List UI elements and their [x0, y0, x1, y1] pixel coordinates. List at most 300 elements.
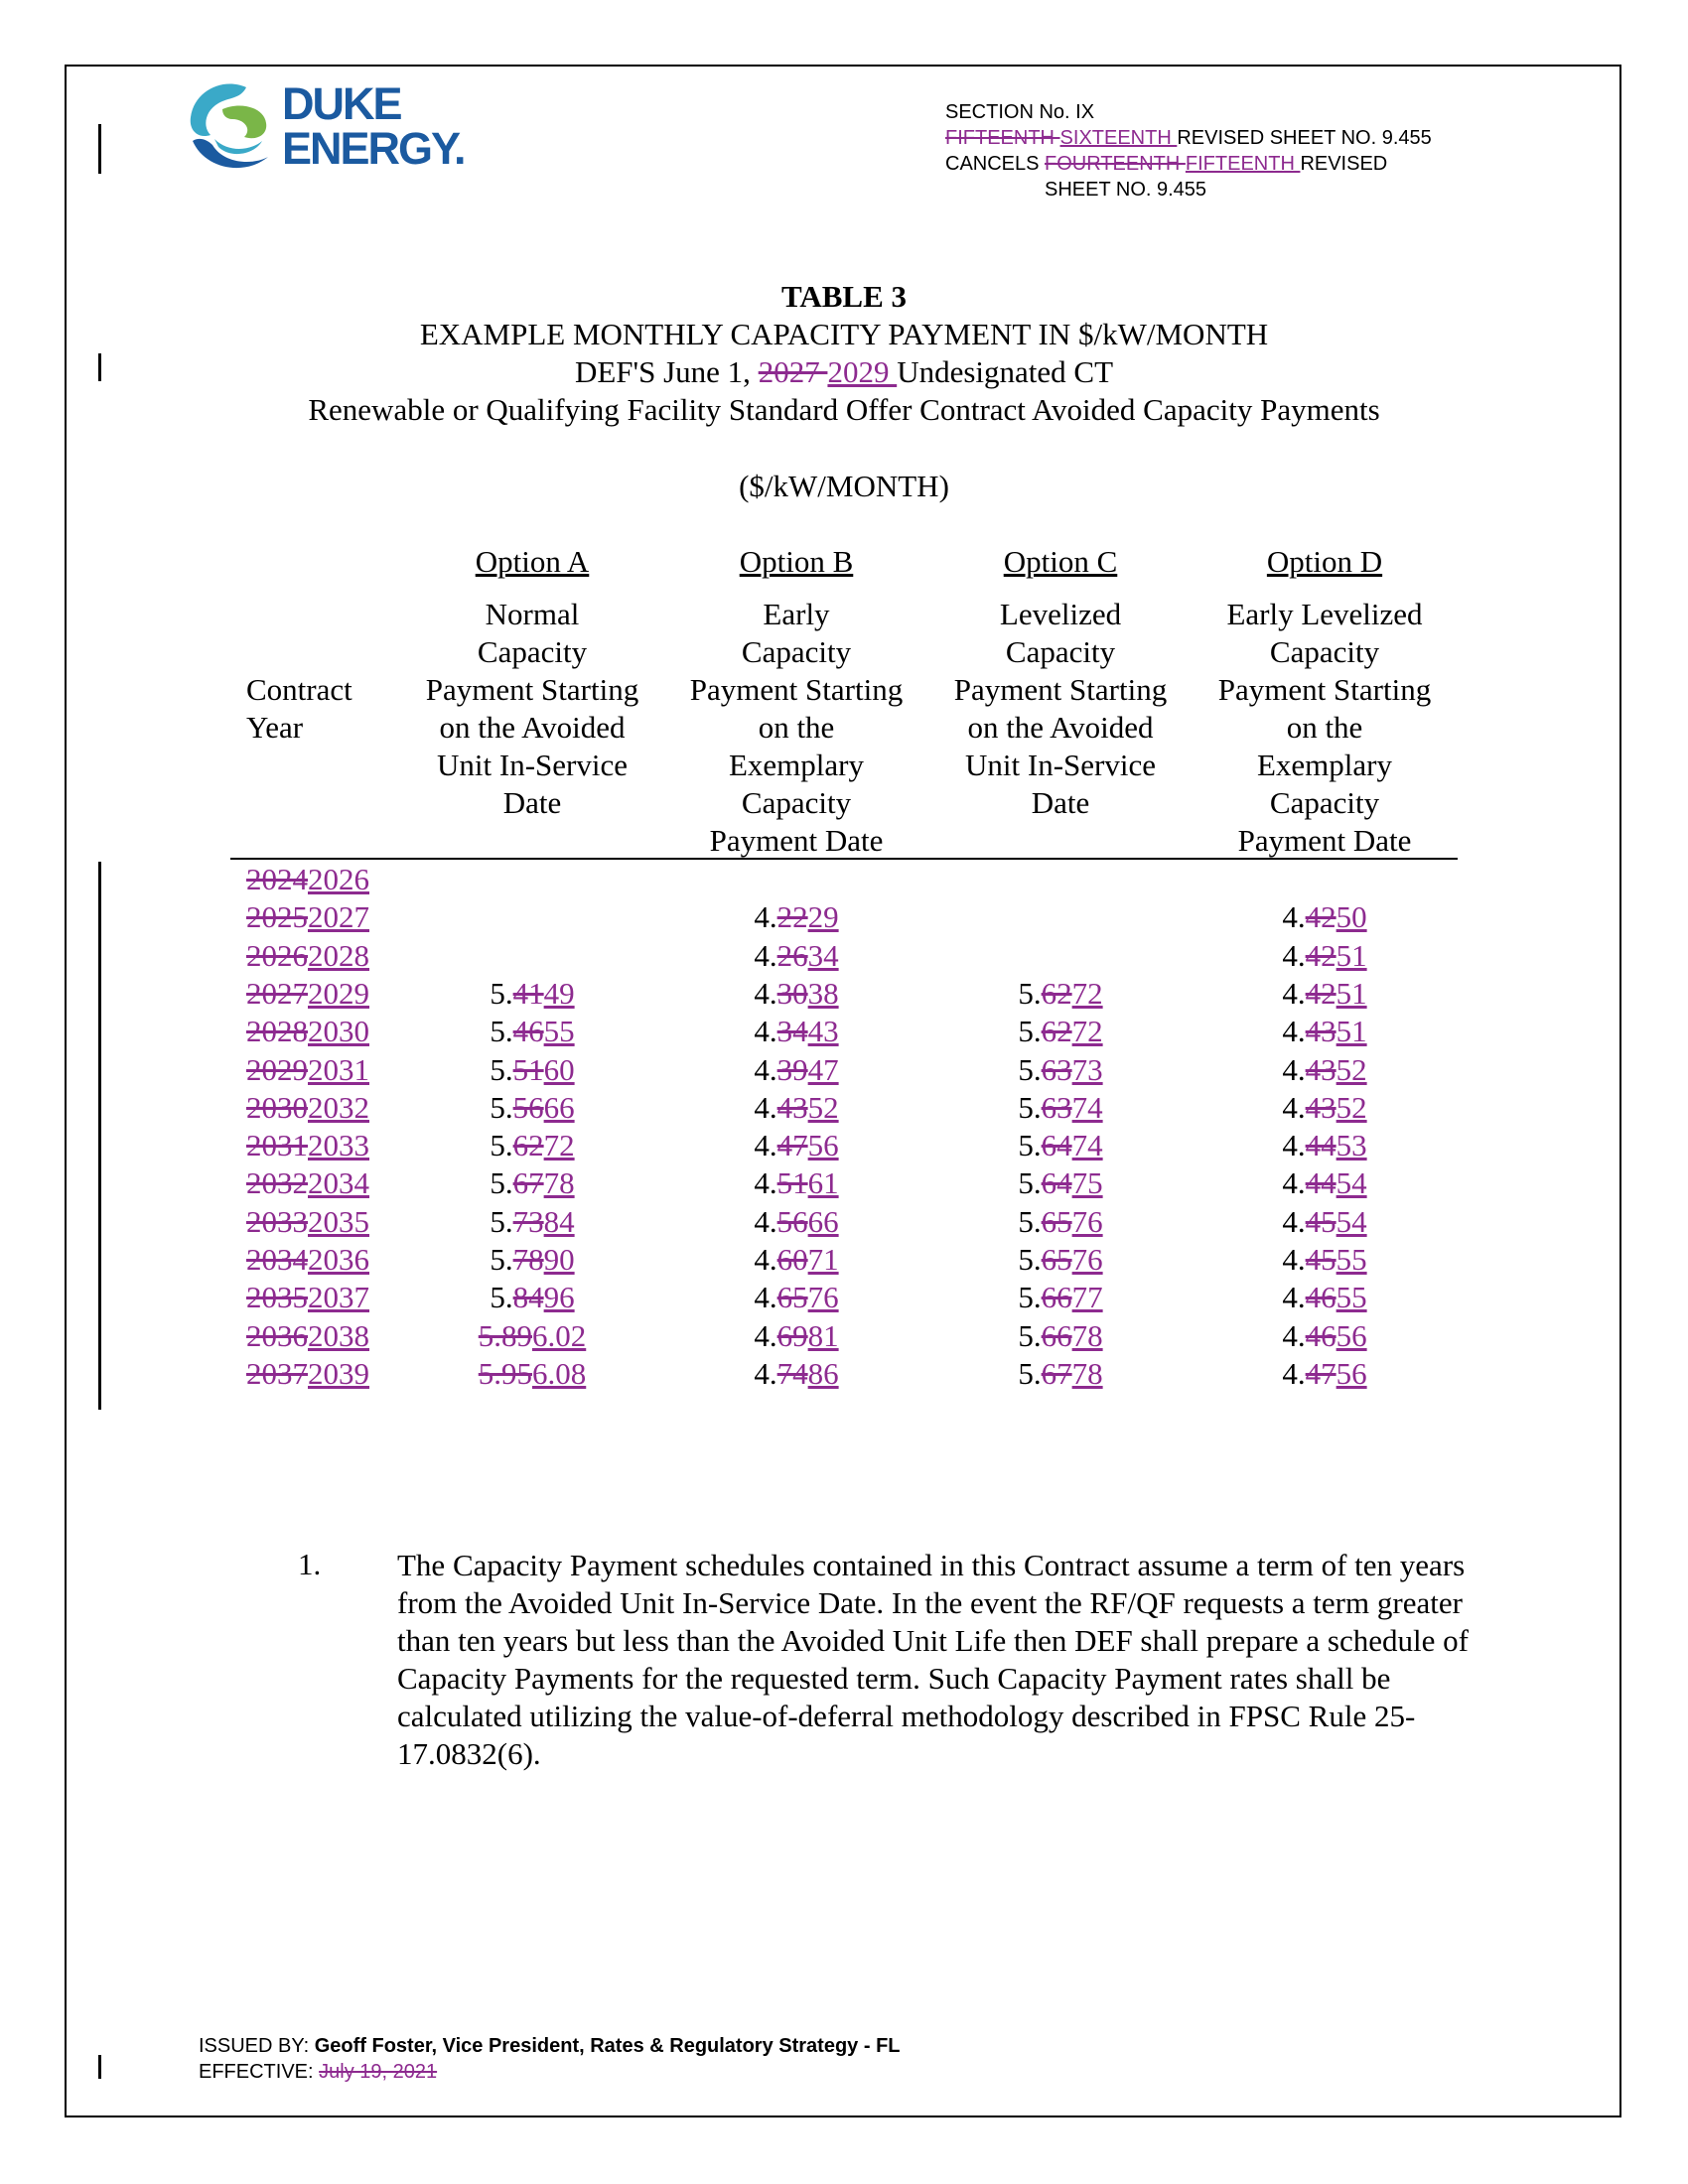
- option-a-value-cell: [403, 1204, 661, 1240]
- value-prefix: 4.: [754, 937, 777, 973]
- duke-energy-logo: [185, 79, 502, 179]
- value-prefix: 4.: [1282, 1165, 1306, 1201]
- table-header-rule: [230, 858, 1458, 860]
- inserted-text: 84: [543, 1203, 575, 1239]
- inserted-text: 60: [543, 1051, 575, 1087]
- deleted-text: 63: [1041, 1089, 1072, 1125]
- option-d-value-cell: [1196, 899, 1454, 935]
- title-line-2: [0, 353, 1688, 391]
- deleted-text: 65: [1041, 1203, 1072, 1239]
- desc-line: Exemplary: [728, 748, 864, 782]
- option-a-value-cell: [403, 1165, 661, 1201]
- inserted-text: 2034: [308, 1165, 369, 1201]
- value-prefix: 4.: [754, 975, 777, 1011]
- logo-wordmark: [282, 78, 465, 174]
- desc-line: Levelized: [999, 597, 1122, 631]
- inserted-text: 54: [1336, 1203, 1367, 1239]
- deleted-text: 64: [1041, 1165, 1072, 1201]
- inserted-text: 43: [807, 1014, 839, 1049]
- deleted-text: 62: [1041, 1014, 1072, 1049]
- inserted-text: 2037: [308, 1280, 369, 1315]
- contract-year-cell: [246, 1356, 369, 1392]
- inserted-text: 2026: [308, 862, 369, 896]
- inserted-text: 73: [1071, 1051, 1103, 1087]
- deleted-text: 42: [1305, 899, 1336, 935]
- desc-line: Capacity: [1005, 634, 1116, 669]
- value-prefix: 5.: [1018, 1242, 1042, 1277]
- deleted-text: 47: [776, 1128, 808, 1163]
- option-b-value-cell: [667, 1014, 925, 1049]
- deleted-text: FOURTEENTH: [1045, 153, 1186, 175]
- desc-line: Unit In-Service: [437, 748, 628, 782]
- table-row: [0, 1014, 1688, 1051]
- deleted-text: 46: [512, 1014, 544, 1049]
- inserted-text: 29: [807, 899, 839, 935]
- deleted-text: 43: [1305, 1089, 1336, 1125]
- deleted-text: 56: [776, 1203, 808, 1239]
- deleted-text: 42: [1305, 937, 1336, 973]
- value-prefix: 4.: [754, 1165, 777, 1201]
- value-prefix: 4.: [1282, 1203, 1306, 1239]
- contract-year-cell: [246, 1014, 369, 1049]
- issued-by-value: Geoff Foster, Vice President, Rates & Regulatory Strategy - FL: [314, 2035, 901, 2057]
- value-prefix: 4.: [1282, 1089, 1306, 1125]
- change-bar: [98, 124, 101, 174]
- deleted-text: 2036: [246, 1317, 308, 1353]
- deleted-text: 67: [1041, 1355, 1072, 1391]
- inserted-text: 2029: [308, 975, 369, 1011]
- value-prefix: 4.: [754, 1242, 777, 1277]
- title-line-1: EXAMPLE MONTHLY CAPACITY PAYMENT IN $/kW/MONTH: [419, 317, 1269, 351]
- inserted-text: 81: [807, 1317, 839, 1353]
- value-prefix: 4.: [754, 1128, 777, 1163]
- contract-year-cell: [246, 1318, 369, 1354]
- table-row: [0, 1204, 1688, 1242]
- option-b-value-cell: [667, 976, 925, 1012]
- inserted-text: 74: [1071, 1128, 1103, 1163]
- deleted-text: FIFTEENTH: [945, 127, 1060, 149]
- desc-line: on the Avoided: [967, 710, 1154, 745]
- deleted-text: July 19, 2021: [319, 2061, 438, 2083]
- table-row: [0, 976, 1688, 1014]
- inserted-text: SIXTEENTH: [1059, 127, 1178, 149]
- contract-year-cell: [246, 1090, 369, 1126]
- issued-by-label: ISSUED BY:: [199, 2035, 315, 2057]
- option-c-value-cell: [931, 1052, 1190, 1088]
- option-b-value-cell: [667, 1204, 925, 1240]
- contract-year-line: Year: [246, 710, 304, 745]
- option-b-value-cell: [667, 1090, 925, 1126]
- desc-line: Exemplary: [1256, 748, 1392, 782]
- inserted-text: 78: [543, 1165, 575, 1201]
- deleted-text: 44: [1305, 1165, 1336, 1201]
- option-d-description: [1196, 596, 1454, 860]
- deleted-text: 2027: [758, 354, 828, 389]
- option-a-value-cell: [403, 976, 661, 1012]
- deleted-text: 51: [512, 1051, 544, 1087]
- deleted-text: 69: [776, 1317, 808, 1353]
- value-prefix: 5.: [490, 1128, 513, 1163]
- effective-label: EFFECTIVE:: [199, 2061, 320, 2083]
- contract-year-cell: [246, 1242, 369, 1278]
- option-d-value-cell: [1196, 1090, 1454, 1126]
- value-prefix: 5.: [1018, 1317, 1042, 1353]
- option-d-value-cell: [1196, 1165, 1454, 1201]
- deleted-text: 51: [776, 1165, 808, 1201]
- note-number: 1.: [298, 1547, 322, 1581]
- inserted-text: 71: [807, 1242, 839, 1277]
- inserted-text: 6.08: [532, 1355, 587, 1391]
- inserted-text: 53: [1336, 1128, 1367, 1163]
- option-a-value-cell: [403, 1242, 661, 1278]
- deleted-text: 2031: [246, 1128, 308, 1163]
- deleted-text: 60: [776, 1242, 808, 1277]
- inserted-text: 55: [1336, 1280, 1367, 1315]
- deleted-text: 2034: [246, 1242, 308, 1277]
- inserted-text: 96: [543, 1280, 575, 1315]
- deleted-text: 63: [1041, 1051, 1072, 1087]
- value-prefix: 5.: [1018, 1165, 1042, 1201]
- contract-year-heading: [246, 671, 352, 747]
- desc-line: Payment Starting: [1217, 672, 1432, 707]
- contract-year-line: Contract: [246, 672, 352, 707]
- option-c-value-cell: [931, 1090, 1190, 1126]
- option-a-value-cell: [403, 1318, 661, 1354]
- deleted-text: 2037: [246, 1355, 308, 1391]
- section-number: SECTION No. IX: [945, 101, 1095, 123]
- cancels-prefix: CANCELS: [945, 153, 1046, 175]
- inserted-text: 2038: [308, 1317, 369, 1353]
- value-prefix: 5.: [490, 1203, 513, 1239]
- inserted-text: 56: [807, 1128, 839, 1163]
- inserted-text: 55: [1336, 1242, 1367, 1277]
- cancels-rest: REVISED: [1300, 153, 1388, 175]
- deleted-text: 2035: [246, 1280, 308, 1315]
- inserted-text: 76: [1071, 1203, 1103, 1239]
- option-c-value-cell: [931, 1280, 1190, 1315]
- deleted-text: 66: [1041, 1280, 1072, 1315]
- desc-line: Payment Starting: [425, 672, 639, 707]
- option-a-description: [403, 596, 661, 822]
- option-c-value-cell: [931, 1318, 1190, 1354]
- option-b-description: [667, 596, 925, 860]
- deleted-text: 67: [512, 1165, 544, 1201]
- deleted-text: 46: [1305, 1317, 1336, 1353]
- deleted-text: 73: [512, 1203, 544, 1239]
- deleted-text: 43: [1305, 1051, 1336, 1087]
- title-line-2-suffix: Undesignated CT: [897, 354, 1114, 389]
- sheet-number-line: [945, 125, 1432, 151]
- option-d-value-cell: [1196, 1280, 1454, 1315]
- deleted-text: 56: [512, 1089, 544, 1125]
- value-prefix: 5.: [1018, 1355, 1042, 1391]
- deleted-text: 65: [776, 1280, 808, 1315]
- inserted-text: 61: [807, 1165, 839, 1201]
- deleted-text: 43: [1305, 1014, 1336, 1049]
- inserted-text: 76: [1071, 1242, 1103, 1277]
- value-prefix: 4.: [754, 1014, 777, 1049]
- desc-line: Capacity: [741, 785, 852, 820]
- table-row: [0, 1052, 1688, 1090]
- inserted-text: 34: [807, 937, 839, 973]
- option-c-description: [931, 596, 1190, 822]
- inserted-text: 77: [1071, 1280, 1103, 1315]
- cancels-line: [945, 151, 1432, 177]
- deleted-text: 74: [776, 1355, 808, 1391]
- inserted-text: 75: [1071, 1165, 1103, 1201]
- value-prefix: 4.: [754, 1317, 777, 1353]
- sheet-number-rest: REVISED SHEET NO. 9.455: [1177, 127, 1432, 149]
- option-c-value-cell: [931, 1204, 1190, 1240]
- option-b-value-cell: [667, 1165, 925, 1201]
- value-prefix: 4.: [1282, 1128, 1306, 1163]
- value-prefix: 4.: [754, 1203, 777, 1239]
- value-prefix: 5.: [490, 1089, 513, 1125]
- inserted-text: 72: [1071, 1014, 1103, 1049]
- deleted-text: 2029: [246, 1051, 308, 1087]
- option-d-value-cell: [1196, 1128, 1454, 1163]
- desc-line: Capacity: [1269, 634, 1380, 669]
- effective-line: [199, 2059, 901, 2085]
- option-a-value-cell: [403, 1356, 661, 1392]
- table-row: [0, 1280, 1688, 1317]
- value-prefix: 4.: [754, 899, 777, 935]
- deleted-text: 2032: [246, 1165, 308, 1201]
- table-row: [0, 862, 1688, 899]
- deleted-text: 62: [512, 1128, 544, 1163]
- option-d-value-cell: [1196, 1014, 1454, 1049]
- contract-year-cell: [246, 1165, 369, 1201]
- deleted-text: 84: [512, 1280, 544, 1315]
- option-b-value-cell: [667, 1052, 925, 1088]
- inserted-text: 2032: [308, 1089, 369, 1125]
- inserted-text: 51: [1336, 975, 1367, 1011]
- option-b-value-cell: [667, 899, 925, 935]
- option-a-value-cell: [403, 1128, 661, 1163]
- option-c-value-cell: [931, 976, 1190, 1012]
- option-b-value-cell: [667, 1242, 925, 1278]
- inserted-text: 90: [543, 1242, 575, 1277]
- desc-line: Payment Starting: [953, 672, 1168, 707]
- deleted-text: 39: [776, 1051, 808, 1087]
- desc-line: Early Levelized: [1226, 597, 1423, 631]
- deleted-text: 5.89: [478, 1317, 532, 1353]
- unit-label: ($/kW/MONTH): [739, 469, 949, 503]
- inserted-text: 56: [1336, 1317, 1367, 1353]
- deleted-text: 2024: [246, 862, 308, 896]
- option-a-value-cell: [403, 1090, 661, 1126]
- option-d-heading: Option D: [1266, 544, 1383, 579]
- contract-year-cell: [246, 899, 369, 935]
- contract-year-cell: [246, 938, 369, 974]
- change-bar: [98, 2055, 101, 2079]
- contract-year-cell: [246, 1128, 369, 1163]
- table-row: [0, 1090, 1688, 1128]
- table-row: [0, 1128, 1688, 1165]
- issued-by-line: [199, 2033, 901, 2059]
- value-prefix: 4.: [1282, 937, 1306, 973]
- deleted-text: 66: [1041, 1317, 1072, 1353]
- option-b-value-cell: [667, 1280, 925, 1315]
- table-label: TABLE 3: [780, 279, 908, 314]
- contract-year-cell: [246, 1052, 369, 1088]
- inserted-text: 47: [807, 1051, 839, 1087]
- deleted-text: 78: [512, 1242, 544, 1277]
- deleted-text: 2026: [246, 937, 308, 973]
- option-b-value-cell: [667, 938, 925, 974]
- option-c-value-cell: [931, 1014, 1190, 1049]
- value-prefix: 5.: [1018, 1128, 1042, 1163]
- inserted-text: 52: [1336, 1051, 1367, 1087]
- deleted-text: 5.95: [478, 1355, 532, 1391]
- value-prefix: 5.: [490, 1242, 513, 1277]
- desc-line: on the Avoided: [439, 710, 626, 745]
- inserted-text: 66: [543, 1089, 575, 1125]
- deleted-text: 47: [1305, 1355, 1336, 1391]
- option-a-value-cell: [403, 1280, 661, 1315]
- inserted-text: 86: [807, 1355, 839, 1391]
- value-prefix: 5.: [490, 1280, 513, 1315]
- deleted-text: 22: [776, 899, 808, 935]
- option-a-heading: Option A: [475, 544, 590, 579]
- title-line-2-prefix: DEF'S June 1,: [574, 354, 759, 389]
- inserted-text: 38: [807, 975, 839, 1011]
- inserted-text: 6.02: [532, 1317, 587, 1353]
- inserted-text: 2039: [308, 1355, 369, 1391]
- inserted-text: 51: [1336, 1014, 1367, 1049]
- value-prefix: 4.: [1282, 1280, 1306, 1315]
- deleted-text: 64: [1041, 1128, 1072, 1163]
- deleted-text: 45: [1305, 1242, 1336, 1277]
- value-prefix: 4.: [754, 1355, 777, 1391]
- desc-line: Unit In-Service: [965, 748, 1156, 782]
- desc-line: Date: [1031, 785, 1090, 820]
- option-d-value-cell: [1196, 1204, 1454, 1240]
- inserted-text: 51: [1336, 937, 1367, 973]
- desc-line: on the: [1286, 710, 1363, 745]
- desc-line: Capacity: [741, 634, 852, 669]
- inserted-text: 72: [1071, 975, 1103, 1011]
- value-prefix: 4.: [754, 1051, 777, 1087]
- value-prefix: 4.: [1282, 1051, 1306, 1087]
- option-c-value-cell: [931, 1128, 1190, 1163]
- inserted-text: 74: [1071, 1089, 1103, 1125]
- deleted-text: 26: [776, 937, 808, 973]
- value-prefix: 4.: [1282, 1355, 1306, 1391]
- inserted-text: 2030: [308, 1014, 369, 1049]
- logo-line-duke: DUKE: [282, 78, 401, 129]
- value-prefix: 5.: [1018, 1089, 1042, 1125]
- desc-line: Capacity: [1269, 785, 1380, 820]
- table-row: [0, 1242, 1688, 1280]
- table-row: [0, 1165, 1688, 1203]
- inserted-text: 2035: [308, 1203, 369, 1239]
- option-b-value-cell: [667, 1356, 925, 1392]
- value-prefix: 5.: [490, 1014, 513, 1049]
- desc-line: on the: [758, 710, 835, 745]
- value-prefix: 5.: [490, 1051, 513, 1087]
- value-prefix: 5.: [1018, 1203, 1042, 1239]
- deleted-text: 2027: [246, 975, 308, 1011]
- deleted-text: 46: [1305, 1280, 1336, 1315]
- value-prefix: 4.: [754, 1089, 777, 1125]
- value-prefix: 5.: [1018, 975, 1042, 1011]
- value-prefix: 4.: [1282, 975, 1306, 1011]
- deleted-text: 44: [1305, 1128, 1336, 1163]
- value-prefix: 4.: [1282, 1317, 1306, 1353]
- table-row: [0, 899, 1688, 937]
- value-prefix: 5.: [490, 1165, 513, 1201]
- option-d-value-cell: [1196, 938, 1454, 974]
- inserted-text: 76: [807, 1280, 839, 1315]
- inserted-text: FIFTEENTH: [1185, 153, 1301, 175]
- footer: [199, 2033, 901, 2085]
- option-a-value-cell: [403, 1052, 661, 1088]
- table-row: [0, 1356, 1688, 1394]
- option-a-value-cell: [403, 1014, 661, 1049]
- desc-line: Payment Date: [1237, 823, 1412, 858]
- inserted-text: 56: [1336, 1355, 1367, 1391]
- value-prefix: 4.: [754, 1280, 777, 1315]
- option-d-value-cell: [1196, 1318, 1454, 1354]
- option-c-value-cell: [931, 1165, 1190, 1201]
- inserted-text: 2033: [308, 1128, 369, 1163]
- inserted-text: 54: [1336, 1165, 1367, 1201]
- deleted-text: 45: [1305, 1203, 1336, 1239]
- deleted-text: 43: [776, 1089, 808, 1125]
- desc-line: Capacity: [477, 634, 588, 669]
- deleted-text: 2025: [246, 899, 308, 935]
- deleted-text: 2028: [246, 1014, 308, 1049]
- option-c-heading: Option C: [1003, 544, 1118, 579]
- deleted-text: 41: [512, 975, 544, 1011]
- deleted-text: 2033: [246, 1203, 308, 1239]
- deleted-text: 2030: [246, 1089, 308, 1125]
- deleted-text: 30: [776, 975, 808, 1011]
- inserted-text: 2036: [308, 1242, 369, 1277]
- title-line-3: Renewable or Qualifying Facility Standard Offer Contract Avoided Capacity Payments: [308, 392, 1380, 427]
- inserted-text: 52: [1336, 1089, 1367, 1125]
- desc-line: Normal: [485, 597, 580, 631]
- inserted-text: 78: [1071, 1355, 1103, 1391]
- inserted-text: 66: [807, 1203, 839, 1239]
- option-c-value-cell: [931, 1242, 1190, 1278]
- inserted-text: 49: [543, 975, 575, 1011]
- option-b-heading: Option B: [739, 544, 854, 579]
- table-row: [0, 1318, 1688, 1356]
- desc-line: Early: [763, 597, 830, 631]
- inserted-text: 78: [1071, 1317, 1103, 1353]
- deleted-text: 34: [776, 1014, 808, 1049]
- desc-line: Payment Starting: [689, 672, 904, 707]
- inserted-text: 52: [807, 1089, 839, 1125]
- deleted-text: 65: [1041, 1242, 1072, 1277]
- value-prefix: 4.: [1282, 1242, 1306, 1277]
- inserted-text: 2027: [308, 899, 369, 935]
- inserted-text: 50: [1336, 899, 1367, 935]
- value-prefix: 5.: [1018, 1051, 1042, 1087]
- value-prefix: 5.: [490, 975, 513, 1011]
- inserted-text: 72: [543, 1128, 575, 1163]
- table-row: [0, 938, 1688, 976]
- value-prefix: 5.: [1018, 1280, 1042, 1315]
- value-prefix: 5.: [1018, 1014, 1042, 1049]
- logo-swoosh-icon: [185, 79, 279, 179]
- inserted-text: 2028: [308, 937, 369, 973]
- contract-year-cell: [246, 862, 369, 897]
- value-prefix: 4.: [1282, 899, 1306, 935]
- deleted-text: 42: [1305, 975, 1336, 1011]
